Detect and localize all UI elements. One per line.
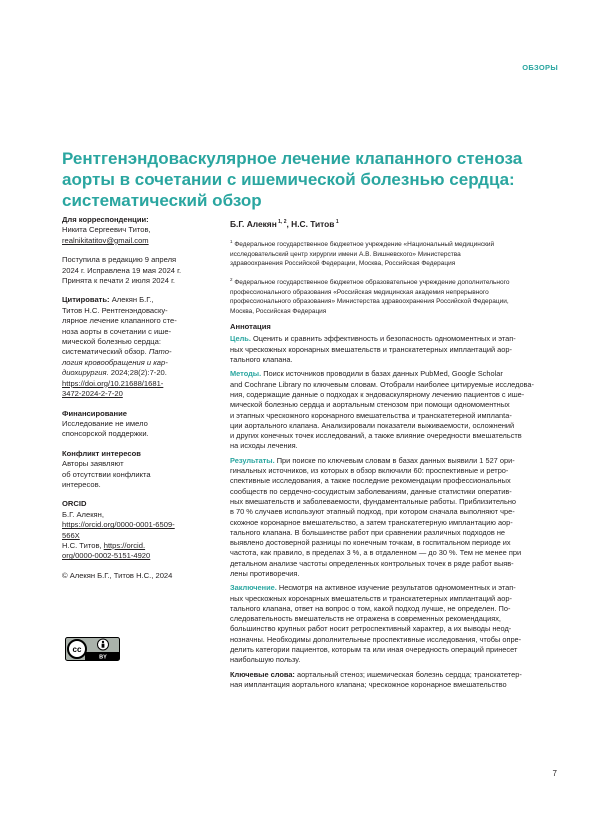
methods-text: ния, содержащие данные о подходах к эндоваскулярному лечению пациентов с ише- — [230, 389, 525, 399]
doi-link[interactable]: https://doi.org/10.21688/1681- — [62, 378, 164, 388]
abstract-heading: Аннотация — [230, 322, 271, 332]
cite-text: систематический обзор. — [62, 347, 147, 357]
cite-text: мической болезнью сердца: — [62, 337, 161, 347]
results-text: ных вмешательств и заболеваемости, фундаментальные работы. Приблизительно — [230, 496, 517, 506]
conclusion-text: большинство крупных работ носит ретроспективный характер, а их выводы неод- — [230, 624, 512, 634]
conclusion-text: следовательность вмешательств не отражена в современных рекомендациях, — [230, 614, 501, 624]
affiliation-text: Москва, Российская Федерация — [230, 307, 327, 315]
funding-text: спонсорской поддержки. — [62, 429, 149, 439]
conflict-heading: Конфликт интересов — [62, 448, 141, 458]
cite-block — [62, 295, 212, 399]
results-text: лены противоречия. — [230, 569, 300, 578]
keywords-label: Ключевые слова: — [230, 669, 295, 679]
goal-text: ных чрескожных коронарных вмешательств и транскатетерных имплантаций аор- — [230, 344, 512, 354]
abstract-keywords — [230, 670, 560, 691]
methods-text: ции аортального клапана. Анализировали показатели выживаемости, осложнений — [230, 420, 515, 430]
date-line: Принята к печати 2 июля 2024 г. — [62, 276, 176, 286]
conclusion-text: тального клапана, ответ на вопрос о том, какой подход лучше, не определен. По- — [230, 603, 511, 613]
methods-text: и этапных чрескожного коронарного вмешательства и транскатетерной имплanta- — [230, 410, 512, 420]
funding-text: Исследование не имело — [62, 418, 148, 428]
conclusion-text: ных чрескожных коронарных вмешательств и транскатетерных имплантаций аор- — [230, 593, 512, 603]
correspondence-email-link[interactable]: realnikitatitov@gmail.com — [62, 235, 149, 245]
cite-volume: . 2024;28(2):7-20. — [106, 368, 167, 378]
abstract-results — [230, 456, 560, 580]
conclusion-text: нозначны. Необходимы дополнительные проспективные исследования, чтобы опре- — [230, 634, 522, 644]
conclusion-text: Несмотря на активное изучение результатов одномоментных и этап- — [276, 583, 516, 593]
affiliation-text: исследовательский центр хирургии имени А.В. Вишневского» Министерства — [230, 250, 461, 258]
orcid-link[interactable]: 566X — [62, 530, 80, 540]
doi-link[interactable]: 3472-2024-2-7-20 — [62, 389, 123, 399]
copyright: © Алекян Б.Г., Титов Н.С., 2024 — [62, 570, 173, 580]
author-separator: , — [286, 219, 292, 229]
title-line: Рентгенэндоваскулярное лечение клапанного стеноза — [62, 149, 523, 168]
affiliation-2 — [230, 275, 560, 317]
funding-heading: Финансирование — [62, 408, 127, 418]
results-text: сообществ по сердечно-сосудистым заболеваниям, данные статистики оператив- — [230, 486, 512, 496]
abstract-conclusion — [230, 583, 560, 665]
correspondence-name: Никита Сергеевич Титов, — [62, 225, 151, 235]
affiliation-1 — [230, 237, 560, 269]
methods-text: мической болезнью сердца и аортальным стенозом при помощи одномоментных — [230, 400, 510, 410]
goal-label: Цель. — [230, 334, 251, 344]
keywords-text: аортальный стеноз; ишемическая болезнь сердца; транскатетер- — [294, 669, 522, 679]
conflict-text: интересов. — [62, 479, 101, 489]
affiliation-marker: 1 — [230, 239, 233, 244]
orcid-link[interactable]: org/0000-0002-5151-4920 — [62, 551, 151, 561]
results-text: частота, как правило, в пределах 3 %, а в отдаленном — до 30 %. Тем не менее при — [230, 548, 522, 558]
author-affiliation-marker: 1 — [334, 219, 339, 226]
conflict-block — [62, 449, 212, 491]
methods-text: на исходы лечения. — [230, 441, 298, 451]
cite-journal: диохирургия — [62, 368, 107, 378]
orcid-link[interactable]: https://orcid. — [103, 540, 146, 550]
results-text: гинальных источников, из которых в обзор включили 60: проспективные и ретро- — [230, 466, 509, 476]
author-name: Н.С. Титов — [291, 219, 335, 229]
article-sidebar — [62, 215, 212, 590]
methods-text: and Cochrane Library по ключевым словам. Отобрали наиболее цитируемые исследова- — [230, 379, 534, 389]
date-line: 2024 г. Исправлена 19 мая 2024 г. — [62, 265, 182, 275]
correspondence-heading: Для корреспонденции: — [62, 215, 149, 224]
goal-text: Оценить и сравнить эффективность и безопасность одномоментных и этап- — [250, 334, 516, 344]
author-affiliation-marker: 1, 2 — [276, 219, 287, 226]
author-list — [230, 219, 560, 229]
page-number: 7 — [552, 769, 557, 778]
orcid-author: Н.С. Титов, — [62, 540, 104, 550]
date-line: Поступила в редакцию 9 апреля — [62, 255, 177, 265]
cite-journal: Пато- — [148, 347, 172, 357]
title-line: систематический обзор — [62, 191, 262, 210]
results-text: выявлено достоверной разницы по конечным точкам, в госпитальном периоде их — [230, 538, 511, 548]
affiliation-text: Федеральное государственное бюджетное образовательное учреждение дополнительного — [232, 279, 510, 287]
cite-heading: Цитировать: — [62, 295, 110, 305]
results-text: тального клапана. В большинстве работ при сравнении различных подходов не — [230, 527, 506, 537]
orcid-heading: ORCID — [62, 499, 87, 509]
by-label: BY — [99, 654, 107, 661]
title-line: аорты в сочетании с ишемической болезнью сердца: — [62, 170, 515, 189]
orcid-block — [62, 499, 212, 561]
cite-text: лярное лечение клапанного сте- — [62, 316, 177, 326]
article-title — [62, 148, 562, 211]
abstract-goal — [230, 334, 560, 365]
cite-text: ноза аорты в сочетании с ише- — [62, 326, 172, 336]
results-text: спективные исследования, а также последние рекомендации профессиональных — [230, 476, 511, 486]
dates-block — [62, 255, 212, 286]
results-label: Результаты. — [230, 455, 275, 465]
results-text: в 70 % случаев используют этапный подход, при котором сначала выполняют чре- — [230, 507, 515, 517]
keywords-text: ная имплантация аортального клапана; чрескожное коронарное вмешательство — [230, 679, 507, 689]
correspondence-block — [62, 215, 212, 246]
article-main — [230, 219, 560, 694]
funding-block — [62, 409, 212, 440]
cite-text: Титов Н.С. Рентгенэндоваску- — [62, 305, 168, 315]
methods-label: Методы. — [230, 369, 262, 379]
conclusion-text: наибольшую пользу. — [230, 655, 301, 665]
author-name: Б.Г. Алекян — [230, 219, 277, 229]
methods-text: Поиск источников проводили в базах данных PubMed, Google Scholar — [261, 369, 503, 379]
results-text: детальном анализе частоты определенных контрольных точек в ряде работ выяв- — [230, 558, 514, 568]
cite-text: Алекян Б.Г., — [109, 295, 154, 305]
affiliation-text: профессионального образования» Министерства здравоохранения Российской Федерации, — [230, 298, 509, 306]
affiliation-text: профессионального образования «Российская медицинская академия непрерывного — [230, 288, 489, 296]
orcid-author: Б.Г. Алекян, — [62, 509, 104, 519]
affiliation-text: Федеральное государственное бюджетное учреждение «Национальный медицинский — [232, 241, 495, 249]
methods-text: и других конечных точек исследований, а также влияние очередности вмешательств — [230, 431, 522, 441]
conclusion-label: Заключение. — [230, 583, 277, 593]
orcid-link[interactable]: https://orcid.org/0000-0001-6509- — [62, 520, 175, 530]
abstract-methods — [230, 369, 560, 451]
section-label: ОБЗОРЫ — [522, 63, 558, 72]
conflict-text: об отсутствии конфликта — [62, 469, 151, 479]
goal-text: тального клапана. — [230, 355, 293, 365]
results-text: При поиске по ключевым словам в базах данных выявили 1 527 ори- — [274, 455, 515, 465]
affiliation-text: здравоохранения Российской Федерации, Москва, Российская Федерация — [230, 260, 456, 268]
results-text: скожное коронарное вмешательство, а затем транскатетерную имплантацию аор- — [230, 517, 513, 527]
affiliation-marker: 2 — [230, 276, 233, 282]
cite-journal: логия кровообращения и кар- — [62, 357, 168, 367]
cc-by-license-icon[interactable] — [65, 637, 120, 661]
cc-label: cc — [72, 645, 82, 654]
conflict-text: Авторы заявляют — [62, 459, 124, 469]
conclusion-text: делить категории пациентов, которым та или иная очередность операций принесет — [230, 645, 518, 655]
